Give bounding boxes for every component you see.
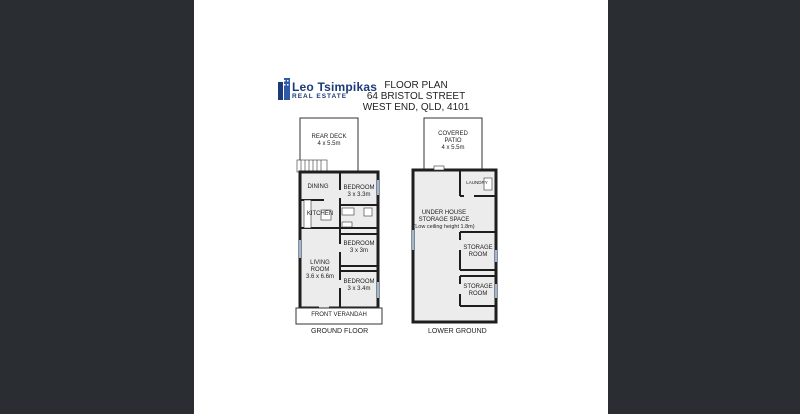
step-marker [434, 166, 444, 170]
deck-stairs [297, 160, 327, 172]
storage-space-note: (Low ceiling height 1.8m) [413, 224, 475, 230]
patio-label: COVERED [438, 131, 468, 137]
logo-subtitle: REAL ESTATE [292, 93, 348, 100]
bedroom-1-label: BEDROOM [343, 185, 375, 191]
patio-size: 4 x 5.5m [441, 145, 465, 151]
kitchen-label: KITCHEN [306, 211, 334, 217]
bedroom-1-size: 3 x 3.3m [347, 192, 371, 198]
bedroom-3-size: 3 x 3.4m [347, 286, 371, 292]
storage-room-1-label: STORAGE [463, 245, 493, 251]
living-room-size: 3.6 x 6.6m [305, 274, 335, 280]
storage-space-label-1: UNDER HOUSE [421, 210, 467, 216]
ground-floor-caption: GROUND FLOOR [311, 328, 369, 335]
storage-space-label-2: STORAGE SPACE [418, 217, 470, 223]
vanity-fixture [342, 222, 352, 227]
floor-plan-drawing [194, 0, 608, 414]
laundry-label: LAUNDRY [466, 180, 488, 185]
floor-plan-sheet [194, 0, 608, 414]
toilet-fixture [364, 208, 372, 216]
logo-building-icon [278, 78, 290, 100]
logo-brand-name: Leo Tsimpikas [292, 80, 378, 94]
rear-deck-label: REAR DECK [311, 134, 347, 140]
patio-label-2: PATIO [444, 138, 462, 144]
bedroom-3-label: BEDROOM [343, 279, 375, 285]
lower-ground-caption: LOWER GROUND [428, 328, 487, 335]
title-line-3: WEST END, QLD, 4101 [362, 102, 470, 113]
living-room-label-2: ROOM [310, 267, 330, 273]
bedroom-2-label: BEDROOM [343, 241, 375, 247]
bedroom-2-size: 3 x 3m [349, 248, 369, 254]
front-verandah-label: FRONT VERANDAH [311, 312, 367, 318]
title-line-1: FLOOR PLAN [384, 80, 448, 91]
dining-label: DINING [307, 184, 329, 190]
storage-room-2-label-2: ROOM [468, 291, 488, 297]
living-room-label: LIVING [310, 260, 330, 266]
bath-fixture [342, 208, 354, 215]
title-line-2: 64 BRISTOL STREET [366, 91, 466, 102]
rear-deck-size: 4 x 5.5m [317, 141, 341, 147]
ground-floor-plan [296, 118, 382, 324]
storage-room-1-label-2: ROOM [468, 252, 488, 258]
storage-room-2-label: STORAGE [463, 284, 493, 290]
